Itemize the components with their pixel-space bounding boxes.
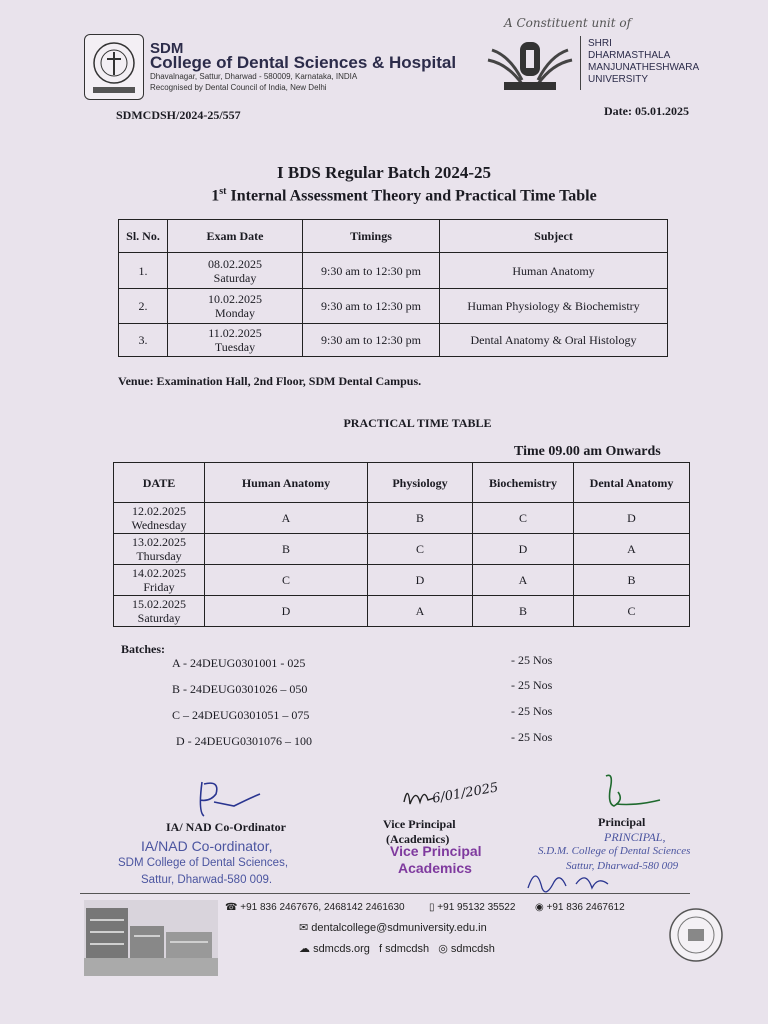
column-header: Timings <box>303 220 440 253</box>
university-logo <box>482 32 578 96</box>
batches-label: Batches: <box>121 642 165 656</box>
fax-icon: ◉ <box>535 902 544 913</box>
batch-cell: C <box>473 503 574 534</box>
college-address: Dhavalnagar, Sattur, Dharwad - 580009, Karnataka, INDIA <box>150 72 358 81</box>
phone-numbers: +91 836 2467676, 2468142 2461630 <box>240 902 405 913</box>
fax-number: +91 836 2467612 <box>546 902 625 913</box>
website-icon: ☁ <box>299 943 310 955</box>
coordinator-label: IA/ NAD Co-Ordinator <box>166 820 286 834</box>
batch-cell: B <box>368 503 473 534</box>
column-header: Human Anatomy <box>205 463 368 503</box>
email-address[interactable]: dentalcollege@sdmuniversity.edu.in <box>311 922 487 934</box>
day: Saturday <box>137 611 181 625</box>
batch-range: B - 24DEUG0301026 – 050 <box>172 682 308 696</box>
university-line: DHARMASTHALA <box>588 50 671 61</box>
principal-initial-scribble <box>520 858 616 907</box>
venue-text: Venue: Examination Hall, 2nd Floor, SDM Dental Campus. <box>118 374 422 388</box>
table-row <box>114 596 690 627</box>
sl-no: 1. <box>119 253 168 289</box>
batch-cell: A <box>205 503 368 534</box>
table-header-row <box>114 463 690 503</box>
university-line: UNIVERSITY <box>588 74 649 85</box>
principal-stamp-line: PRINCIPAL, <box>604 830 666 844</box>
college-name: College of Dental Sciences & Hospital <box>150 53 457 72</box>
instagram-icon: ◎ <box>438 943 448 955</box>
batch-range: A - 24DEUG0301001 - 025 <box>172 656 306 670</box>
batch-cell: A <box>368 596 473 627</box>
principal-stamp-line: S.D.M. College of Dental Sciences <box>538 845 691 857</box>
table-header-row <box>119 220 668 253</box>
vice-principal-stamp: Vice Principal <box>390 843 482 859</box>
vice-principal-date: 6/01/2025 <box>431 780 500 807</box>
reference-number: SDMCDSH/2024-25/557 <box>116 108 241 122</box>
batch-cell: B <box>205 534 368 565</box>
batch-cell: A <box>473 565 574 596</box>
facebook-icon: f <box>378 943 383 955</box>
college-recognition: Recognised by Dental Council of India, New Delhi <box>150 83 327 92</box>
subject: Dental Anatomy & Oral Histology <box>440 324 668 357</box>
day: Friday <box>143 580 175 594</box>
timing: 9:30 am to 12:30 pm <box>303 324 440 357</box>
date: 12.02.2025 <box>132 504 186 518</box>
table-row <box>114 565 690 596</box>
date: 13.02.2025 <box>132 535 186 549</box>
exam-date <box>168 324 303 357</box>
document-subtitle <box>0 186 768 205</box>
college-short-name: SDM <box>150 40 184 57</box>
practical-date <box>114 534 205 565</box>
batch-range: D - 24DEUG0301076 – 100 <box>176 734 312 748</box>
timing: 9:30 am to 12:30 pm <box>303 253 440 289</box>
email-icon: ✉ <box>299 922 309 934</box>
mobile-icon: ▯ <box>429 902 435 913</box>
coordinator-stamp-line: Sattur, Dharwad-580 009. <box>141 874 273 886</box>
table-row <box>119 253 668 289</box>
batch-count: - 25 Nos <box>511 678 553 692</box>
vice-principal-stamp: Academics <box>398 860 472 876</box>
document-date: Date: 05.01.2025 <box>604 104 689 118</box>
vice-principal-label-sub: (Academics) <box>386 832 450 846</box>
date: 11.02.2025 <box>208 326 262 340</box>
university-name <box>588 38 699 86</box>
practical-date <box>114 565 205 596</box>
college-logo <box>84 34 144 100</box>
batch-cell: D <box>473 534 574 565</box>
practical-title: PRACTICAL TIME TABLE <box>343 416 492 430</box>
vice-principal-label: Vice Principal <box>383 817 456 831</box>
table-row <box>114 534 690 565</box>
batch-cell: D <box>368 565 473 596</box>
subtitle-text: Internal Assessment Theory and Practical Time Table <box>226 187 597 205</box>
theory-timetable <box>118 219 668 357</box>
date: 08.02.2025 <box>208 256 262 271</box>
instagram-handle[interactable]: sdmcdsh <box>450 943 495 955</box>
batch-count: - 25 Nos <box>511 730 553 744</box>
document-title: I BDS Regular Batch 2024-25 <box>276 163 492 182</box>
column-header: Subject <box>440 220 668 253</box>
university-seal <box>668 907 724 963</box>
table-row <box>114 503 690 534</box>
practical-timetable <box>113 462 690 627</box>
campus-photo <box>84 900 218 976</box>
batch-cell: D <box>574 503 690 534</box>
subject: Human Physiology & Biochemistry <box>440 289 668 324</box>
practical-time: Time 09.00 am Onwards <box>514 444 661 459</box>
facebook-handle[interactable]: sdmcdsh <box>385 943 430 955</box>
website[interactable]: sdmcds.org <box>313 943 370 955</box>
table-row <box>119 289 668 324</box>
batch-cell: A <box>574 534 690 565</box>
day: Thursday <box>136 549 182 563</box>
exam-date <box>168 289 303 324</box>
date: 14.02.2025 <box>132 566 186 580</box>
subtitle-ordinal-suffix: st <box>219 186 227 197</box>
practical-date <box>114 596 205 627</box>
batch-cell: C <box>368 534 473 565</box>
batch-cell: B <box>473 596 574 627</box>
coordinator-signature <box>190 772 270 827</box>
day: Wednesday <box>131 518 187 532</box>
university-line: SHRI <box>588 38 612 49</box>
subject: Human Anatomy <box>440 253 668 289</box>
phone-icon: ☎ <box>225 902 238 913</box>
subtitle-ordinal: 1 <box>211 187 220 205</box>
principal-stamp-line: Sattur, Dharwad-580 009 <box>566 860 679 872</box>
footer-divider <box>80 893 690 894</box>
coordinator-stamp-line: SDM College of Dental Sciences, <box>118 857 289 869</box>
day: Monday <box>215 306 255 320</box>
mobile-number: +91 95132 35522 <box>437 902 516 913</box>
column-header: Sl. No. <box>119 220 168 253</box>
column-header: Dental Anatomy <box>574 463 690 503</box>
principal-label: Principal <box>598 815 646 829</box>
batch-range: C – 24DEUG0301051 – 075 <box>172 708 310 722</box>
day: Tuesday <box>214 340 256 354</box>
date: 15.02.2025 <box>132 597 186 611</box>
exam-date <box>168 253 303 289</box>
practical-date <box>114 503 205 534</box>
column-header: Exam Date <box>168 220 303 253</box>
university-line: MANJUNATHESHWARA <box>588 62 700 73</box>
column-header: Physiology <box>368 463 473 503</box>
header-divider <box>580 36 581 90</box>
column-header: Biochemistry <box>473 463 574 503</box>
coordinator-stamp-line: IA/NAD Co-ordinator, <box>141 838 273 854</box>
batch-cell: C <box>205 565 368 596</box>
batch-cell: B <box>574 565 690 596</box>
batch-count: - 25 Nos <box>511 653 553 667</box>
timing: 9:30 am to 12:30 pm <box>303 289 440 324</box>
batch-cell: D <box>205 596 368 627</box>
batch-cell: C <box>574 596 690 627</box>
date: 10.02.2025 <box>208 292 262 306</box>
table-row <box>119 324 668 357</box>
sl-no: 3. <box>119 324 168 357</box>
day: Saturday <box>213 270 257 285</box>
column-header: DATE <box>114 463 205 503</box>
batch-count: - 25 Nos <box>511 704 553 718</box>
constituent-text: A Constituent unit of <box>504 16 632 30</box>
sl-no: 2. <box>119 289 168 324</box>
